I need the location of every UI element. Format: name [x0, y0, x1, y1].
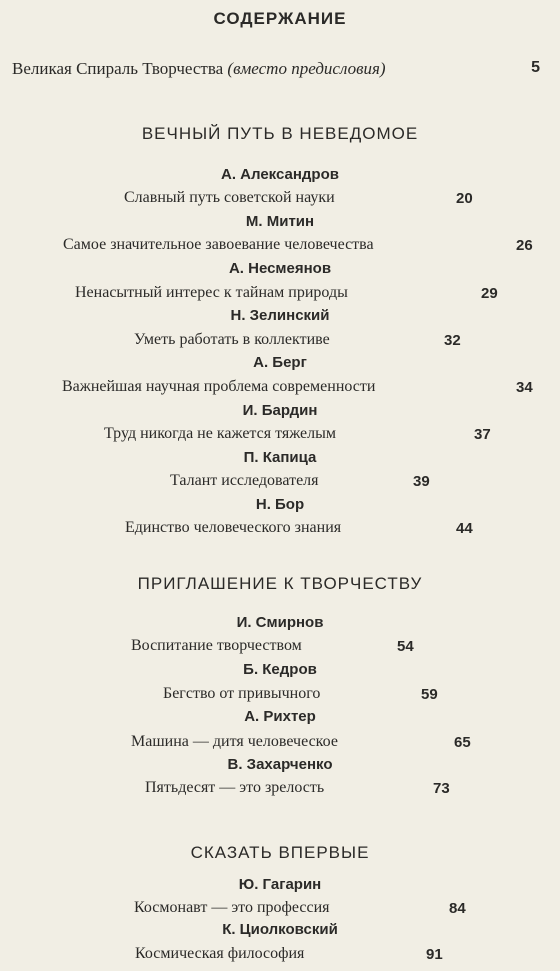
entry-author: А. Александров	[221, 166, 339, 183]
section-title: ПРИГЛАШЕНИЕ К ТВОРЧЕСТВУ	[137, 574, 423, 593]
entry-page-number: 73	[433, 780, 450, 797]
preface-note: (вместо предисловия)	[227, 59, 386, 78]
entry-author: Ю. Гагарин	[238, 876, 322, 893]
entry-article-title[interactable]: Славный путь советской науки	[124, 189, 335, 206]
section-title: ВЕЧНЫЙ ПУТЬ В НЕВЕДОМОЕ	[141, 124, 419, 143]
entry-author: Б. Кедров	[243, 661, 317, 678]
entry-article-title[interactable]: Машина — дитя человеческое	[131, 733, 338, 750]
entry-article-title[interactable]: Космическая философия	[135, 945, 305, 962]
entry-article-title[interactable]: Талант исследователя	[170, 472, 319, 489]
preface-page-number: 5	[531, 59, 540, 76]
entry-article-title[interactable]: Единство человеческого знания	[125, 519, 342, 536]
entry-author: И. Смирнов	[236, 614, 324, 631]
entry-author: А. Рихтер	[244, 708, 316, 725]
entry-author: А. Берг	[253, 354, 307, 371]
entry-page-number: 54	[397, 638, 414, 655]
entry-page-number: 20	[456, 190, 473, 207]
entry-article-title[interactable]: Ненасытный интерес к тайнам природы	[75, 284, 348, 301]
entry-author: К. Циолковский	[222, 921, 338, 938]
entry-page-number: 39	[413, 473, 430, 490]
entry-page-number: 84	[449, 900, 466, 917]
entry-article-title[interactable]: Пятьдесят — это зрелость	[145, 779, 325, 796]
entry-article-title[interactable]: Воспитание творчеством	[131, 637, 302, 654]
entry-article-title[interactable]: Космонавт — это профессия	[134, 899, 330, 916]
entry-page-number: 44	[456, 520, 473, 537]
entry-page-number: 34	[516, 379, 533, 396]
entry-author: Н. Зелинский	[230, 307, 330, 324]
entry-page-number: 91	[426, 946, 443, 963]
entry-author: Н. Бор	[255, 496, 305, 513]
entry-author: В. Захарченко	[227, 756, 333, 773]
entry-article-title[interactable]: Бегство от привычного	[163, 685, 321, 702]
entry-author: А. Несмеянов	[228, 260, 332, 277]
entry-author: П. Капица	[243, 449, 317, 466]
entry-page-number: 29	[481, 285, 498, 302]
entry-author: И. Бардин	[242, 402, 318, 419]
entry-page-number: 26	[516, 237, 533, 254]
entry-article-title[interactable]: Самое значительное завоевание человечества	[63, 236, 374, 253]
entry-article-title[interactable]: Уметь работать в коллективе	[134, 331, 330, 348]
entry-page-number: 65	[454, 734, 471, 751]
entry-page-number: 32	[444, 332, 461, 349]
entry-article-title[interactable]: Важнейшая научная проблема современности	[62, 378, 376, 395]
entry-page-number: 37	[474, 426, 491, 443]
entry-article-title[interactable]: Труд никогда не кажется тяжелым	[104, 425, 337, 442]
preface-title: Великая Спираль Творчества	[12, 59, 224, 78]
entry-author: М. Митин	[245, 213, 315, 230]
preface-entry[interactable]	[12, 59, 386, 79]
entry-page-number: 59	[421, 686, 438, 703]
section-title: СКАЗАТЬ ВПЕРВЫЕ	[190, 843, 370, 862]
page-title: СОДЕРЖАНИЕ	[213, 9, 347, 28]
